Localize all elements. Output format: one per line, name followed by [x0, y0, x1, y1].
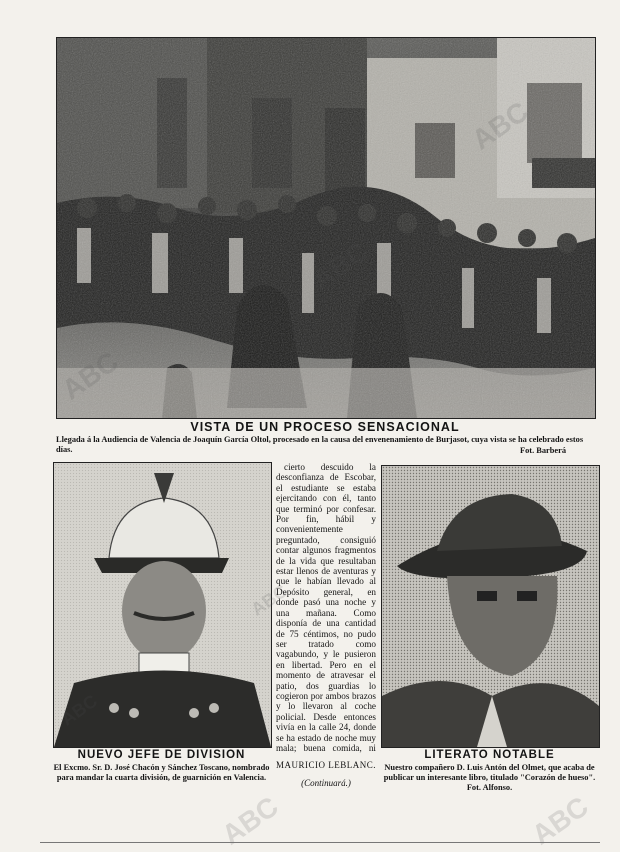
watermark-abc: ABC — [526, 790, 594, 851]
watermark-abc: ABC — [216, 790, 284, 851]
story-signature: MAURICIO LEBLANC. — [276, 760, 376, 770]
literato-caption-text: Nuestro compañero D. Luis Antón del Olmet, que acaba de publicar un interesante libro, titulado "Corazón de hueso". — [383, 763, 596, 782]
main-caption: Llegada á la Audiencia de Valencia de Joaquín García Oltol, procesado en la causa del envenenamiento de Burjasot, cuya vista se ha celebrado estos días. — [56, 435, 584, 454]
literato-caption — [381, 763, 598, 793]
main-crowd-photo — [56, 37, 596, 419]
main-headline: VISTA DE UN PROCESO SENSACIONAL — [190, 420, 460, 434]
story-continued: (Continuará.) — [301, 778, 351, 788]
literato-portrait-photo — [381, 465, 600, 748]
main-photo-credit: Fot. Barberá — [520, 446, 567, 455]
story-paragraph: cierto descuido la desconfianza de Escobar, el estudiante se estaba ejercitando con él, tanto que terminó por confesar. Por fin, hábil y convenientemente preguntado, consiguió contar algunos fragmentos de la vida que resultaban estar llenos de aventuras y que le habían llevado al Depósito general, en donde pasó una noche y una mañana. Como disponía de una cantidad de 75 céntimos, no pudo ser tratado como vagabundo, y le pusieron en libertad. Pero en el momento de atravesar el patio, dos guardias lo cogieron por ambos brazos y lo llevaron al coche policial. Desde entonces vivía en la calle 24, donde se ha estado de noche muy mala; buena comida, ni — [276, 462, 376, 753]
literato-portrait-graphic — [382, 466, 599, 747]
crowd-photo-graphic — [57, 38, 595, 418]
literato-headline: LITERATO NOTABLE — [424, 749, 555, 761]
general-headline: NUEVO JEFE DE DIVISION — [77, 749, 246, 761]
general-portrait-photo — [53, 462, 272, 748]
literato-photo-credit: Fot. Alfonso. — [466, 783, 513, 792]
general-caption: El Excmo. Sr. D. José Chacón y Sánchez Toscano, nombrado para mandar la cuarta división, de guarnición en Valencia. — [53, 763, 270, 782]
bottom-rule — [40, 842, 600, 843]
story-column — [276, 462, 376, 754]
general-portrait-graphic — [54, 463, 271, 747]
